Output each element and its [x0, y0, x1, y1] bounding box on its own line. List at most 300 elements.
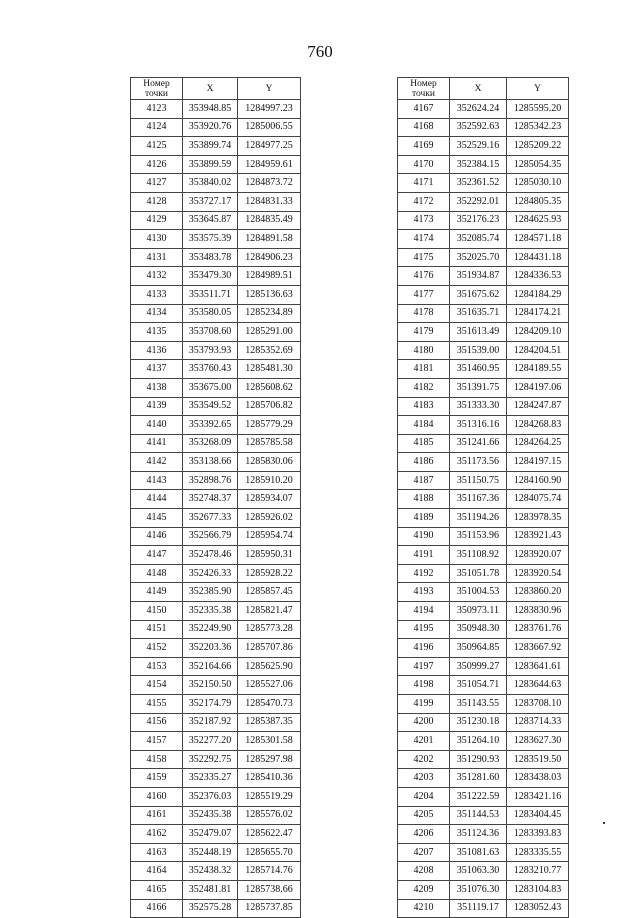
table-row [398, 378, 569, 397]
y-cell: 1284989.51 [238, 267, 301, 286]
y-cell: 1284625.93 [507, 211, 569, 230]
y-cell: 1284831.33 [238, 192, 301, 211]
y-cell: 1283627.30 [507, 732, 569, 751]
x-cell: 351333.30 [450, 397, 507, 416]
x-cell: 351675.62 [450, 285, 507, 304]
table-row [398, 713, 569, 732]
y-cell: 1285785.58 [238, 434, 301, 453]
x-cell: 351167.36 [450, 490, 507, 509]
x-cell: 353948.85 [183, 100, 238, 119]
x-cell: 351391.75 [450, 378, 507, 397]
point-number-cell: 4134 [131, 304, 183, 323]
point-number-cell: 4163 [131, 843, 183, 862]
y-cell: 1283978.35 [507, 509, 569, 528]
point-number-cell: 4150 [131, 602, 183, 621]
y-cell: 1283104.83 [507, 880, 569, 899]
table-row [398, 118, 569, 137]
point-number-cell: 4205 [398, 806, 450, 825]
point-number-cell: 4155 [131, 695, 183, 714]
point-number-cell: 4178 [398, 304, 450, 323]
x-cell: 352478.46 [183, 546, 238, 565]
y-cell: 1285910.20 [238, 471, 301, 490]
table-row [131, 769, 301, 788]
y-cell: 1284873.72 [238, 174, 301, 193]
table-header-row [131, 78, 301, 100]
x-cell: 352624.24 [450, 100, 507, 119]
table-row [398, 527, 569, 546]
table-row [398, 341, 569, 360]
x-cell: 351051.78 [450, 564, 507, 583]
coordinates-table-right [397, 77, 569, 918]
table-row [131, 378, 301, 397]
point-number-cell: 4183 [398, 397, 450, 416]
y-cell: 1285821.47 [238, 602, 301, 621]
point-number-cell: 4179 [398, 323, 450, 342]
x-cell: 353793.93 [183, 341, 238, 360]
table-row [398, 843, 569, 862]
x-cell: 352592.63 [450, 118, 507, 137]
x-cell: 351143.55 [450, 695, 507, 714]
y-cell: 1285857.45 [238, 583, 301, 602]
point-number-cell: 4167 [398, 100, 450, 119]
x-cell: 353575.39 [183, 230, 238, 249]
x-cell: 352575.28 [183, 899, 238, 918]
point-number-cell: 4129 [131, 211, 183, 230]
table-row [131, 360, 301, 379]
y-cell: 1285576.02 [238, 806, 301, 825]
x-cell: 351264.10 [450, 732, 507, 751]
x-cell: 352479.07 [183, 825, 238, 844]
x-cell: 351539.00 [450, 341, 507, 360]
y-cell: 1285297.98 [238, 750, 301, 769]
y-cell: 1284571.18 [507, 230, 569, 249]
y-cell: 1285006.55 [238, 118, 301, 137]
y-cell: 1284891.58 [238, 230, 301, 249]
table-row [398, 211, 569, 230]
point-number-cell: 4153 [131, 657, 183, 676]
table-row [131, 657, 301, 676]
table-row [131, 527, 301, 546]
table-row [131, 434, 301, 453]
y-cell: 1283438.03 [507, 769, 569, 788]
y-cell: 1284197.15 [507, 453, 569, 472]
x-cell: 351153.96 [450, 527, 507, 546]
table-row [131, 192, 301, 211]
y-cell: 1285706.82 [238, 397, 301, 416]
table-row [131, 787, 301, 806]
y-cell: 1285470.73 [238, 695, 301, 714]
x-cell: 352249.90 [183, 620, 238, 639]
x-cell: 352176.23 [450, 211, 507, 230]
point-number-cell: 4166 [131, 899, 183, 918]
x-cell: 350964.85 [450, 639, 507, 658]
y-cell: 1284264.25 [507, 434, 569, 453]
x-cell: 352025.70 [450, 248, 507, 267]
y-cell: 1283921.43 [507, 527, 569, 546]
table-row [131, 453, 301, 472]
point-number-cell: 4154 [131, 676, 183, 695]
x-cell: 353511.71 [183, 285, 238, 304]
table-row [131, 862, 301, 881]
x-cell: 352292.75 [183, 750, 238, 769]
y-cell: 1285737.85 [238, 899, 301, 918]
y-cell: 1284906.23 [238, 248, 301, 267]
y-cell: 1285136.63 [238, 285, 301, 304]
point-number-cell: 4171 [398, 174, 450, 193]
table-row [131, 248, 301, 267]
point-number-cell: 4206 [398, 825, 450, 844]
point-number-cell: 4142 [131, 453, 183, 472]
point-number-cell: 4164 [131, 862, 183, 881]
point-number-cell: 4165 [131, 880, 183, 899]
x-cell: 352164.66 [183, 657, 238, 676]
point-number-header: Номер точки [131, 78, 183, 100]
table-row [131, 695, 301, 714]
x-cell: 350999.27 [450, 657, 507, 676]
x-cell: 351173.56 [450, 453, 507, 472]
point-number-cell: 4187 [398, 471, 450, 490]
x-cell: 351081.63 [450, 843, 507, 862]
x-cell: 352335.38 [183, 602, 238, 621]
x-cell: 351230.18 [450, 713, 507, 732]
table-row [131, 323, 301, 342]
x-cell: 352529.16 [450, 137, 507, 156]
table-row [398, 137, 569, 156]
x-cell: 353920.76 [183, 118, 238, 137]
y-cell: 1285738.66 [238, 880, 301, 899]
point-number-cell: 4130 [131, 230, 183, 249]
point-number-cell: 4161 [131, 806, 183, 825]
y-cell: 1285779.29 [238, 416, 301, 435]
x-cell: 352174.79 [183, 695, 238, 714]
x-cell: 351076.30 [450, 880, 507, 899]
point-number-cell: 4137 [131, 360, 183, 379]
point-number-cell: 4128 [131, 192, 183, 211]
point-number-cell: 4136 [131, 341, 183, 360]
table-row [398, 416, 569, 435]
point-number-cell: 4147 [131, 546, 183, 565]
y-header: Y [507, 78, 569, 100]
point-number-cell: 4126 [131, 155, 183, 174]
point-number-cell: 4139 [131, 397, 183, 416]
y-cell: 1284997.23 [238, 100, 301, 119]
point-number-cell: 4144 [131, 490, 183, 509]
table-row [131, 341, 301, 360]
x-cell: 350948.30 [450, 620, 507, 639]
y-cell: 1285773.28 [238, 620, 301, 639]
point-number-cell: 4174 [398, 230, 450, 249]
point-number-cell: 4177 [398, 285, 450, 304]
table-row [398, 323, 569, 342]
y-cell: 1283404.45 [507, 806, 569, 825]
point-number-cell: 4124 [131, 118, 183, 137]
x-cell: 353675.00 [183, 378, 238, 397]
point-number-cell: 4132 [131, 267, 183, 286]
x-cell: 352335.27 [183, 769, 238, 788]
x-cell: 352435.38 [183, 806, 238, 825]
point-number-cell: 4190 [398, 527, 450, 546]
table-row [398, 639, 569, 658]
y-cell: 1284160.90 [507, 471, 569, 490]
point-number-cell: 4156 [131, 713, 183, 732]
point-number-cell: 4170 [398, 155, 450, 174]
table-row [398, 825, 569, 844]
point-number-cell: 4204 [398, 787, 450, 806]
y-cell: 1285342.23 [507, 118, 569, 137]
table-row [131, 602, 301, 621]
point-number-cell: 4195 [398, 620, 450, 639]
point-number-cell: 4169 [398, 137, 450, 156]
point-number-cell: 4140 [131, 416, 183, 435]
y-cell: 1285928.22 [238, 564, 301, 583]
table-row [131, 880, 301, 899]
x-header: X [183, 78, 238, 100]
point-number-cell: 4201 [398, 732, 450, 751]
x-cell: 351054.71 [450, 676, 507, 695]
point-number-cell: 4143 [131, 471, 183, 490]
y-header: Y [238, 78, 301, 100]
table-row [131, 713, 301, 732]
x-cell: 351108.92 [450, 546, 507, 565]
x-cell: 352376.03 [183, 787, 238, 806]
y-cell: 1283519.50 [507, 750, 569, 769]
point-number-cell: 4186 [398, 453, 450, 472]
x-cell: 351063.30 [450, 862, 507, 881]
x-cell: 351290.93 [450, 750, 507, 769]
y-cell: 1284835.49 [238, 211, 301, 230]
y-cell: 1285625.90 [238, 657, 301, 676]
point-number-cell: 4193 [398, 583, 450, 602]
y-cell: 1285926.02 [238, 509, 301, 528]
x-cell: 352426.33 [183, 564, 238, 583]
point-number-cell: 4189 [398, 509, 450, 528]
point-number-cell: 4197 [398, 657, 450, 676]
y-cell: 1284977.25 [238, 137, 301, 156]
y-cell: 1283714.33 [507, 713, 569, 732]
table-row [131, 285, 301, 304]
y-cell: 1283335.55 [507, 843, 569, 862]
point-number-cell: 4146 [131, 527, 183, 546]
point-number-cell: 4207 [398, 843, 450, 862]
point-number-cell: 4125 [131, 137, 183, 156]
point-number-cell: 4157 [131, 732, 183, 751]
table-row [398, 732, 569, 751]
table-row [131, 825, 301, 844]
y-cell: 1285301.58 [238, 732, 301, 751]
table-row [131, 211, 301, 230]
table-row [131, 397, 301, 416]
point-number-cell: 4199 [398, 695, 450, 714]
table-row [398, 155, 569, 174]
y-cell: 1284805.35 [507, 192, 569, 211]
x-cell: 352187.92 [183, 713, 238, 732]
point-number-cell: 4210 [398, 899, 450, 918]
x-cell: 351150.75 [450, 471, 507, 490]
x-cell: 353708.60 [183, 323, 238, 342]
x-cell: 351194.26 [450, 509, 507, 528]
point-number-cell: 4181 [398, 360, 450, 379]
point-number-cell: 4182 [398, 378, 450, 397]
table-row [398, 620, 569, 639]
y-cell: 1285527.06 [238, 676, 301, 695]
x-cell: 352150.50 [183, 676, 238, 695]
y-cell: 1285410.36 [238, 769, 301, 788]
point-number-cell: 4203 [398, 769, 450, 788]
point-number-cell: 4175 [398, 248, 450, 267]
x-cell: 353268.09 [183, 434, 238, 453]
table-row [398, 695, 569, 714]
y-cell: 1284197.06 [507, 378, 569, 397]
point-number-cell: 4198 [398, 676, 450, 695]
point-number-cell: 4168 [398, 118, 450, 137]
table-row [131, 267, 301, 286]
y-cell: 1285954.74 [238, 527, 301, 546]
point-number-cell: 4191 [398, 546, 450, 565]
point-number-cell: 4123 [131, 100, 183, 119]
y-cell: 1285608.62 [238, 378, 301, 397]
x-cell: 353899.74 [183, 137, 238, 156]
point-number-cell: 4185 [398, 434, 450, 453]
point-number-cell: 4149 [131, 583, 183, 602]
y-cell: 1285209.22 [507, 137, 569, 156]
table-row [398, 880, 569, 899]
table-row [398, 397, 569, 416]
point-number-cell: 4180 [398, 341, 450, 360]
table-row [131, 471, 301, 490]
table-row [398, 676, 569, 695]
y-cell: 1283920.07 [507, 546, 569, 565]
y-cell: 1285030.10 [507, 174, 569, 193]
table-row [131, 416, 301, 435]
x-cell: 353392.65 [183, 416, 238, 435]
y-cell: 1284431.18 [507, 248, 569, 267]
table-row [398, 267, 569, 286]
y-cell: 1284204.51 [507, 341, 569, 360]
point-number-cell: 4158 [131, 750, 183, 769]
point-number-cell: 4159 [131, 769, 183, 788]
point-number-cell: 4133 [131, 285, 183, 304]
x-cell: 351635.71 [450, 304, 507, 323]
y-cell: 1285714.76 [238, 862, 301, 881]
table-row [131, 137, 301, 156]
point-number-cell: 4160 [131, 787, 183, 806]
x-cell: 353580.05 [183, 304, 238, 323]
x-cell: 351241.66 [450, 434, 507, 453]
point-number-cell: 4138 [131, 378, 183, 397]
x-cell: 352566.79 [183, 527, 238, 546]
table-row [131, 230, 301, 249]
y-cell: 1283393.83 [507, 825, 569, 844]
table-row [398, 285, 569, 304]
point-number-cell: 4172 [398, 192, 450, 211]
point-number-cell: 4151 [131, 620, 183, 639]
x-cell: 352385.90 [183, 583, 238, 602]
y-cell: 1285595.20 [507, 100, 569, 119]
y-cell: 1283761.76 [507, 620, 569, 639]
table-row [398, 453, 569, 472]
y-cell: 1285387.35 [238, 713, 301, 732]
point-number-cell: 4176 [398, 267, 450, 286]
y-cell: 1283644.63 [507, 676, 569, 695]
table-row [398, 602, 569, 621]
y-cell: 1285622.47 [238, 825, 301, 844]
x-cell: 351144.53 [450, 806, 507, 825]
y-cell: 1283708.10 [507, 695, 569, 714]
x-cell: 352277.20 [183, 732, 238, 751]
x-cell: 353138.66 [183, 453, 238, 472]
table-row [398, 174, 569, 193]
y-cell: 1284209.10 [507, 323, 569, 342]
y-cell: 1284189.55 [507, 360, 569, 379]
table-row [398, 471, 569, 490]
point-number-cell: 4131 [131, 248, 183, 267]
y-cell: 1285950.31 [238, 546, 301, 565]
table-row [398, 304, 569, 323]
table-row [398, 899, 569, 918]
speck-mark [603, 822, 605, 824]
x-cell: 351222.59 [450, 787, 507, 806]
x-cell: 353483.78 [183, 248, 238, 267]
y-cell: 1285934.07 [238, 490, 301, 509]
x-cell: 353645.87 [183, 211, 238, 230]
table-row [398, 564, 569, 583]
point-number-cell: 4173 [398, 211, 450, 230]
table-row [131, 843, 301, 862]
table-row [131, 564, 301, 583]
y-cell: 1285291.00 [238, 323, 301, 342]
table-row [398, 657, 569, 676]
y-cell: 1283920.54 [507, 564, 569, 583]
point-number-cell: 4209 [398, 880, 450, 899]
table-row [398, 787, 569, 806]
x-cell: 352203.36 [183, 639, 238, 658]
y-cell: 1284268.83 [507, 416, 569, 435]
table-row [398, 750, 569, 769]
table-row [398, 434, 569, 453]
table-row [131, 546, 301, 565]
y-cell: 1285054.35 [507, 155, 569, 174]
y-cell: 1284336.53 [507, 267, 569, 286]
table-row [131, 750, 301, 769]
table-row [131, 118, 301, 137]
table-row [131, 100, 301, 119]
y-cell: 1285830.06 [238, 453, 301, 472]
table-row [131, 490, 301, 509]
x-cell: 352085.74 [450, 230, 507, 249]
point-number-cell: 4152 [131, 639, 183, 658]
y-cell: 1285352.69 [238, 341, 301, 360]
y-cell: 1285655.70 [238, 843, 301, 862]
x-cell: 351124.36 [450, 825, 507, 844]
y-cell: 1283667.92 [507, 639, 569, 658]
point-number-cell: 4188 [398, 490, 450, 509]
x-cell: 351316.16 [450, 416, 507, 435]
table-row [398, 546, 569, 565]
point-number-cell: 4202 [398, 750, 450, 769]
table-row [398, 100, 569, 119]
x-cell: 352748.37 [183, 490, 238, 509]
table-row [131, 806, 301, 825]
y-cell: 1284959.61 [238, 155, 301, 174]
table-row [131, 732, 301, 751]
x-cell: 350973.11 [450, 602, 507, 621]
x-cell: 352481.81 [183, 880, 238, 899]
table-row [131, 639, 301, 658]
x-cell: 352898.76 [183, 471, 238, 490]
coordinates-table-left [130, 77, 301, 918]
table-row [131, 304, 301, 323]
table-row [131, 174, 301, 193]
